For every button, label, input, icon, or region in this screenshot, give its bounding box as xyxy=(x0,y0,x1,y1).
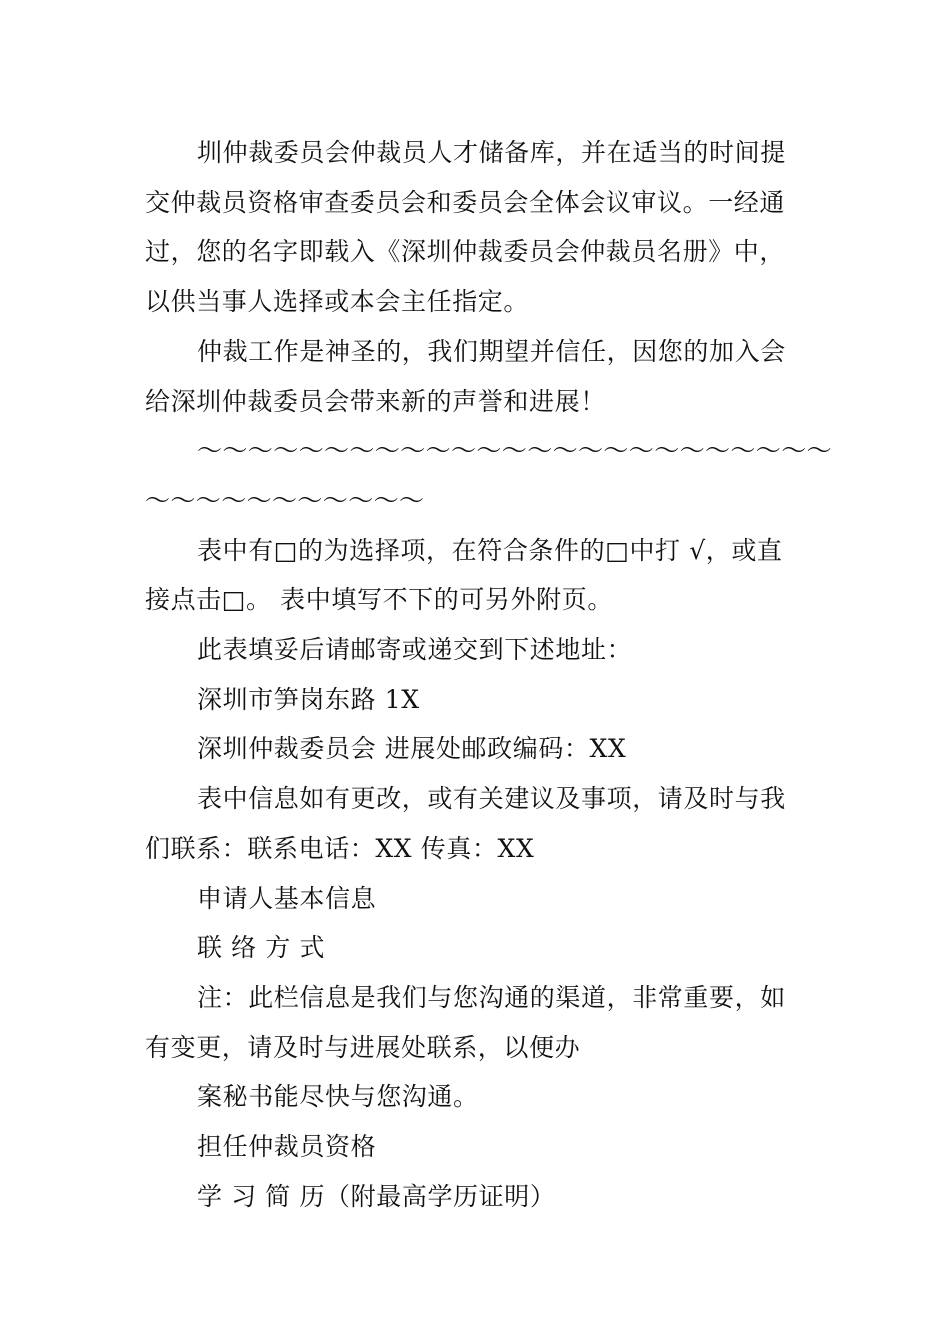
paragraph-line: 圳仲裁委员会仲裁员人才储备库，并在适当的时间提 xyxy=(197,138,786,167)
tilde-divider-line: ～～～～～～～～～～～～～～～～～～～～～～～～～ xyxy=(197,436,833,466)
tilde-divider-line: ～～～～～～～～～～～ xyxy=(145,485,425,515)
note-line: 注：此栏信息是我们与您沟通的渠道，非常重要，如 xyxy=(197,982,786,1012)
paragraph-line: 给深圳仲裁委员会带来新的声誉和进展！ xyxy=(145,386,606,416)
address-line: 深圳市笋岗东路 1X xyxy=(197,684,420,714)
address-line: 深圳仲裁委员会 进展处邮政编码：XX xyxy=(197,734,627,764)
paragraph-line: 仲裁工作是神圣的，我们期望并信任，因您的加入会 xyxy=(197,336,786,366)
section-heading: 学 习 简 历（附最高学历证明） xyxy=(197,1181,556,1211)
paragraph-line: 以供当事人选择或本会主任指定。 xyxy=(145,287,530,317)
paragraph-line: 此表填妥后请邮寄或递交到下述地址： xyxy=(197,635,633,665)
paragraph-line: 接点击□。 表中填写不下的可另外附页。 xyxy=(145,585,613,615)
section-heading: 申请人基本信息 xyxy=(197,883,377,913)
document-page xyxy=(145,128,833,1221)
paragraph-line: 表中信息如有更改，或有关建议及事项，请及时与我 xyxy=(197,784,786,814)
note-line: 有变更，请及时与进展处联系，以便办 xyxy=(145,1032,581,1062)
section-heading: 联 络 方 式 xyxy=(197,933,326,963)
contact-line: 们联系：联系电话：XX 传真：XX xyxy=(145,833,535,863)
paragraph-line: 过，您的名字即载入《深圳仲裁委员会仲裁员名册》中， xyxy=(145,237,786,267)
paragraph-line: 交仲裁员资格审查委员会和委员会全体会议审议。一经通 xyxy=(145,187,786,217)
paragraph-line: 表中有□的为选择项，在符合条件的□中打 √，或直 xyxy=(197,535,783,565)
section-heading: 担任仲裁员资格 xyxy=(197,1132,377,1162)
note-line: 案秘书能尽快与您沟通。 xyxy=(197,1082,479,1112)
